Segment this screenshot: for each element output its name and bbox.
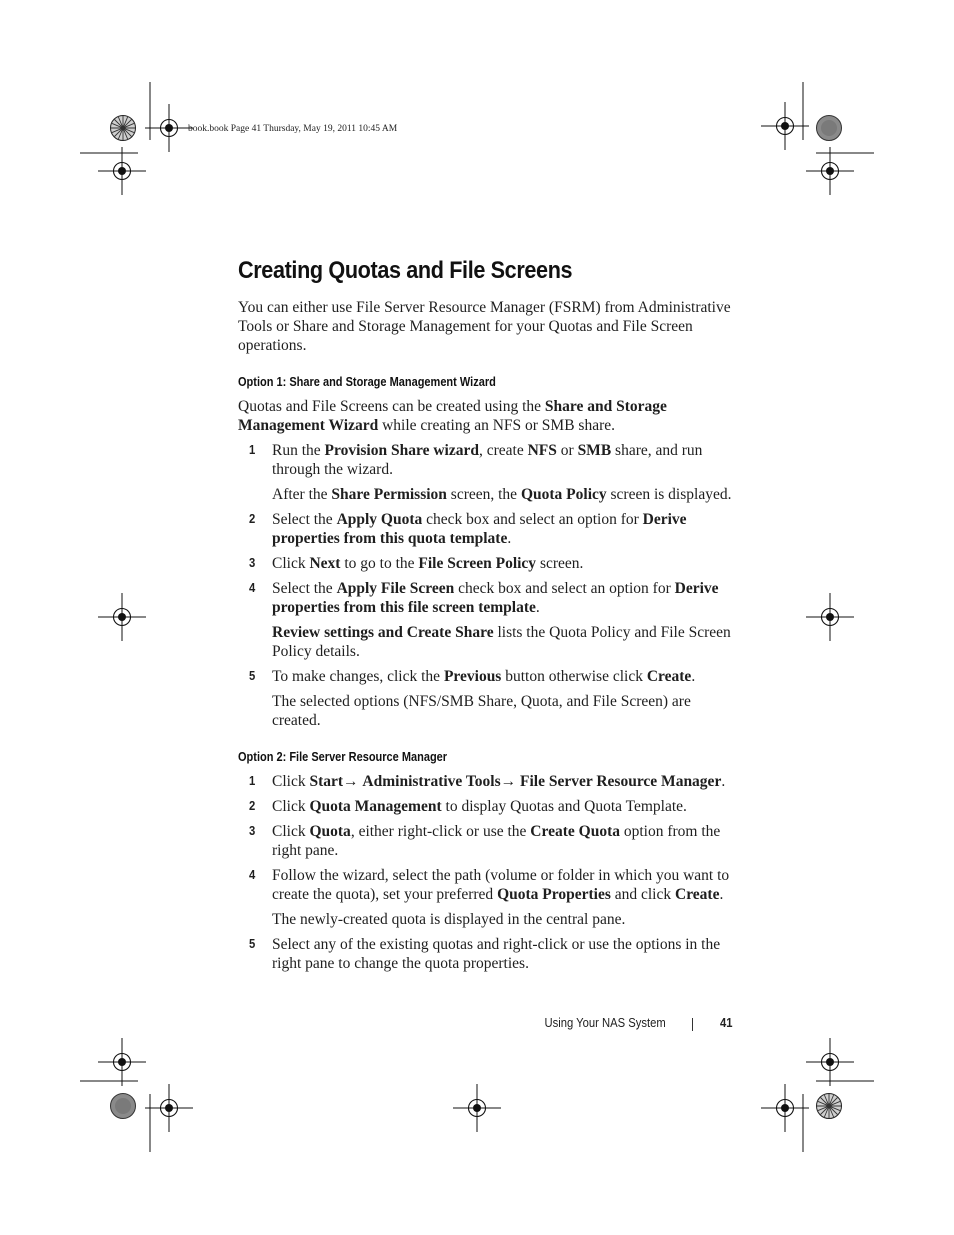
step-note: After the Share Permission screen, the Quota Policy screen is displayed. bbox=[272, 486, 732, 503]
list-item bbox=[238, 579, 738, 661]
intro-paragraph: You can either use File Server Resource Manager (FSRM) from Administrative Tools or Share and Storage Management for your Quotas and File Screen operations. bbox=[238, 299, 731, 354]
option2-heading: Option 2: File Server Resource Manager bbox=[238, 750, 448, 764]
print-slug: book.book Page 41 Thursday, May 19, 2011 10:45 AM bbox=[188, 124, 398, 134]
step-note: The selected options (NFS/SMB Share, Quota, and File Screen) are created. bbox=[272, 693, 691, 729]
page-number: 41 bbox=[720, 1016, 733, 1030]
list-item bbox=[238, 667, 738, 730]
option1-lead bbox=[238, 397, 738, 435]
option1-heading: Option 1: Share and Storage Management Wizard bbox=[238, 375, 496, 389]
list-item bbox=[238, 510, 738, 548]
step-text: Click Start→ Administrative Tools→ File Server Resource Manager. bbox=[272, 773, 726, 790]
list-item bbox=[238, 866, 738, 929]
lead-text: Quotas and File Screens can be created using the bbox=[238, 398, 545, 415]
list-item bbox=[238, 822, 738, 860]
arrow-icon: → bbox=[343, 773, 359, 790]
list-item bbox=[238, 935, 738, 973]
list-item bbox=[238, 554, 738, 573]
step-number: 4 bbox=[249, 581, 256, 595]
step-number: 1 bbox=[249, 774, 256, 788]
step-number: 5 bbox=[249, 937, 256, 951]
step-text: Click Next to go to the File Screen Policy screen. bbox=[272, 555, 584, 572]
list-item bbox=[238, 797, 738, 816]
step-text: Follow the wizard, select the path (volume or folder in which you want to create the quota), set your preferred Quota Properties and click Create. bbox=[272, 867, 730, 903]
lead-text: while creating an NFS or SMB share. bbox=[378, 417, 615, 434]
step-number: 2 bbox=[249, 799, 256, 813]
step-text: Click Quota Management to display Quotas and Quota Template. bbox=[272, 798, 687, 815]
option1-steps bbox=[238, 441, 738, 730]
step-number: 5 bbox=[249, 669, 256, 683]
footer-section-title: Using Your NAS System bbox=[544, 1016, 666, 1030]
step-note: Review settings and Create Share lists the Quota Policy and File Screen Policy details. bbox=[272, 624, 731, 660]
step-text: Run the Provision Share wizard, create NFS or SMB share, and run through the wizard. bbox=[272, 442, 703, 478]
step-number: 2 bbox=[249, 512, 256, 526]
step-text: Select the Apply File Screen check box and select an option for Derive properties from this file screen template. bbox=[272, 580, 719, 616]
wizard-name: Share and Storage Management Wizard bbox=[238, 398, 667, 434]
step-number: 1 bbox=[249, 443, 256, 457]
option2-steps bbox=[238, 772, 738, 973]
footer-divider bbox=[692, 1018, 693, 1031]
step-text: Click Quota, either right-click or use the Create Quota option from the right pane. bbox=[272, 823, 721, 859]
step-number: 3 bbox=[249, 824, 256, 838]
page-title: Creating Quotas and File Screens bbox=[238, 257, 573, 284]
list-item bbox=[238, 772, 738, 791]
step-number: 3 bbox=[249, 556, 256, 570]
step-text: Select the Apply Quota check box and select an option for Derive properties from this quota template. bbox=[272, 511, 687, 547]
list-item bbox=[238, 441, 738, 504]
step-note: The newly-created quota is displayed in the central pane. bbox=[272, 911, 626, 928]
step-text: Select any of the existing quotas and right-click or use the options in the right pane to change the quota properties. bbox=[272, 936, 721, 972]
main-content bbox=[238, 256, 738, 979]
arrow-icon: → bbox=[500, 773, 517, 790]
page-footer bbox=[0, 1016, 954, 1036]
step-number: 4 bbox=[249, 868, 256, 882]
step-text: To make changes, click the Previous button otherwise click Create. bbox=[272, 668, 696, 685]
